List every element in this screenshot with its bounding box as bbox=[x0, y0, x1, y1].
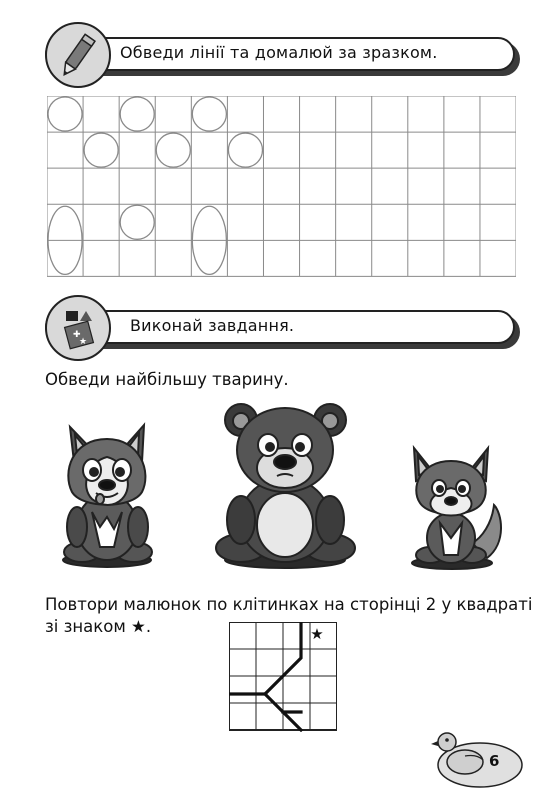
trace-circle bbox=[120, 205, 154, 239]
trace-circle bbox=[48, 97, 82, 131]
star-icon: ★ bbox=[310, 625, 324, 643]
trace-circle bbox=[156, 133, 190, 167]
instruction-line-2: зі знаком ★. bbox=[45, 617, 152, 636]
task-banner-do bbox=[45, 310, 515, 347]
tracing-grid bbox=[47, 96, 516, 277]
wolf-illustration[interactable] bbox=[52, 417, 162, 572]
task-banner-trace bbox=[45, 37, 515, 71]
shapes-icon-circle bbox=[45, 295, 111, 361]
banner-title: Обведи лінії та домалюй за зразком. bbox=[120, 43, 438, 62]
page-number: 6 bbox=[489, 752, 500, 770]
banner-title: Виконай завдання. bbox=[130, 316, 295, 335]
fox-illustration[interactable] bbox=[402, 443, 508, 571]
trace-circle bbox=[120, 97, 154, 131]
bear-illustration[interactable] bbox=[213, 400, 358, 572]
svg-text:★: ★ bbox=[79, 337, 88, 347]
trace-circle bbox=[192, 97, 226, 131]
svg-text:✚: ✚ bbox=[73, 330, 81, 340]
instruction-largest-animal: Обведи найбільшу тварину. bbox=[45, 370, 289, 389]
trace-circle bbox=[84, 133, 118, 167]
page-number-badge bbox=[425, 720, 525, 790]
pencil-icon bbox=[47, 24, 109, 86]
sample-drawing-grid bbox=[229, 622, 337, 732]
pencil-icon-circle bbox=[45, 22, 111, 88]
shapes-icon bbox=[47, 297, 109, 359]
trace-circle bbox=[228, 133, 262, 167]
instruction-line-1: Повтори малюнок по клітинках на сторінці 2 у квадраті bbox=[45, 595, 533, 614]
